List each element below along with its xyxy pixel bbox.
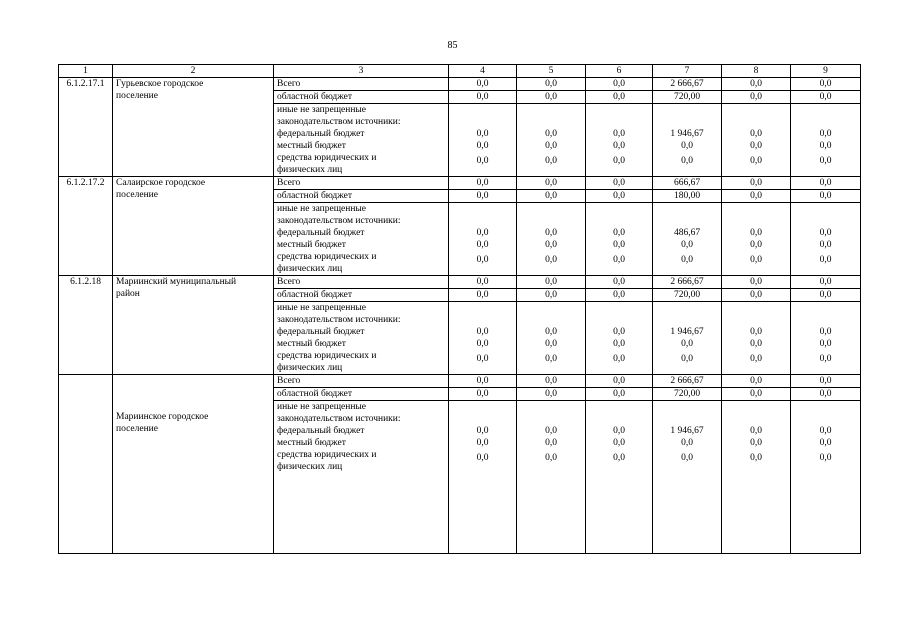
value-cell: 0,0 [449,177,517,190]
source-line: федеральный бюджет [277,327,365,337]
table-row [59,375,861,388]
value-legal: 0,0 [613,156,625,166]
value-cell: 720,00 [653,91,722,104]
source-total: Всего [274,276,449,289]
value-local: 0,0 [545,339,557,349]
value-federal: 0,0 [476,129,489,139]
source-line: физических лиц [277,264,343,274]
name-line: Гурьевское городское [116,79,204,89]
value-cell [722,401,791,554]
value-cell: 2 666,67 [653,276,722,289]
value-legal: 0,0 [819,354,832,364]
municipality-name [113,276,274,375]
value-cell: 2 666,67 [653,375,722,388]
value-federal: 0,0 [819,228,832,238]
value-cell [791,104,861,177]
value-cell [653,203,722,276]
source-line: федеральный бюджет [277,228,365,238]
source-total: Всего [274,177,449,190]
value-federal: 0,0 [545,327,557,337]
row-code: 6.1.2.17.1 [59,78,113,177]
value-cell [586,401,653,554]
value-cell: 0,0 [722,375,791,388]
value-legal: 0,0 [819,156,832,166]
source-line: законодательством источники: [277,216,401,226]
value-legal: 0,0 [613,255,625,265]
table-row [59,177,861,190]
value-local: 0,0 [819,339,832,349]
source-line: средства юридических и [277,351,377,361]
value-federal: 0,0 [613,327,625,337]
value-local: 0,0 [476,339,489,349]
value-local: 0,0 [613,240,625,250]
value-cell [517,401,586,554]
value-federal: 0,0 [545,129,557,139]
value-legal: 0,0 [545,354,557,364]
value-cell: 0,0 [791,388,861,401]
value-cell [449,302,517,375]
source-line: физических лиц [277,363,343,373]
value-cell: 0,0 [517,78,586,91]
value-local: 0,0 [545,240,557,250]
value-legal: 0,0 [681,255,693,265]
value-cell: 720,00 [653,289,722,302]
value-cell: 0,0 [449,78,517,91]
source-line: местный бюджет [277,240,346,250]
source-line: средства юридических и [277,252,377,262]
value-legal: 0,0 [750,156,762,166]
value-local: 0,0 [681,141,693,151]
source-other [274,302,449,375]
value-local: 0,0 [750,438,762,448]
source-line: местный бюджет [277,438,346,448]
value-cell [722,104,791,177]
value-cell: 0,0 [586,388,653,401]
source-line: средства юридических и [277,450,377,460]
value-federal: 0,0 [476,327,489,337]
value-cell: 0,0 [517,91,586,104]
value-cell: 0,0 [722,289,791,302]
source-line: федеральный бюджет [277,129,365,139]
source-regional: областной бюджет [274,91,449,104]
name-line: поселение [116,424,158,434]
value-legal: 0,0 [476,453,489,463]
source-regional: областной бюджет [274,190,449,203]
column-header: 3 [274,65,449,78]
source-regional: областной бюджет [274,289,449,302]
source-line: иные не запрещенные [277,402,367,412]
value-cell [586,104,653,177]
value-federal: 0,0 [545,228,557,238]
value-cell: 666,67 [653,177,722,190]
value-federal: 1 946,67 [670,327,704,337]
value-cell: 180,00 [653,190,722,203]
name-line: поселение [116,91,158,101]
value-cell: 0,0 [722,276,791,289]
value-cell: 0,0 [722,91,791,104]
source-line: иные не запрещенные [277,303,367,313]
value-federal: 0,0 [750,129,762,139]
source-line: физических лиц [277,165,343,175]
row-code: 6.1.2.18 [59,276,113,375]
value-cell: 0,0 [517,388,586,401]
value-legal: 0,0 [750,354,762,364]
table-row [59,276,861,289]
value-cell: 0,0 [586,190,653,203]
value-legal: 0,0 [476,354,489,364]
municipality-name [113,78,274,177]
value-cell [449,203,517,276]
value-cell [722,203,791,276]
source-line: иные не запрещенные [277,105,367,115]
column-header: 5 [517,65,586,78]
value-cell: 0,0 [791,190,861,203]
page-number: 85 [447,40,458,51]
value-cell [586,302,653,375]
value-local: 0,0 [750,339,762,349]
value-cell: 720,00 [653,388,722,401]
source-other [274,104,449,177]
value-federal: 0,0 [613,228,625,238]
source-line: федеральный бюджет [277,426,365,436]
value-cell: 0,0 [517,289,586,302]
value-cell: 0,0 [791,276,861,289]
value-cell [653,401,722,554]
source-other [274,401,449,554]
municipality-name [113,375,274,554]
value-cell: 0,0 [449,375,517,388]
source-line: средства юридических и [277,153,377,163]
municipality-name [113,177,274,276]
value-cell: 0,0 [517,190,586,203]
column-header: 4 [449,65,517,78]
row-code [59,375,113,554]
value-local: 0,0 [750,141,762,151]
source-other [274,203,449,276]
value-cell: 0,0 [449,190,517,203]
value-local: 0,0 [613,339,625,349]
column-header: 8 [722,65,791,78]
name-line: поселение [116,190,158,200]
value-federal: 0,0 [545,426,557,436]
value-cell: 0,0 [791,177,861,190]
value-legal: 0,0 [476,156,489,166]
value-cell: 0,0 [791,289,861,302]
value-federal: 0,0 [476,426,489,436]
value-cell [517,203,586,276]
name-line: Мариинское городское [116,412,209,422]
column-header: 2 [113,65,274,78]
value-federal: 0,0 [750,228,762,238]
value-cell [653,302,722,375]
name-line: Мариинский муниципальный [116,277,237,287]
source-line: местный бюджет [277,339,346,349]
value-legal: 0,0 [681,354,693,364]
value-cell [791,302,861,375]
value-cell: 0,0 [791,78,861,91]
value-cell [586,203,653,276]
value-legal: 0,0 [545,453,557,463]
source-line: законодательством источники: [277,315,401,325]
value-cell: 0,0 [586,289,653,302]
value-cell: 0,0 [586,177,653,190]
value-cell: 0,0 [791,91,861,104]
value-local: 0,0 [681,240,693,250]
value-local: 0,0 [750,240,762,250]
value-cell: 0,0 [449,289,517,302]
value-cell: 0,0 [586,78,653,91]
column-header: 1 [59,65,113,78]
value-cell [722,302,791,375]
value-legal: 0,0 [819,453,832,463]
value-federal: 0,0 [750,327,762,337]
value-cell: 2 666,67 [653,78,722,91]
value-local: 0,0 [819,240,832,250]
value-cell [449,401,517,554]
value-cell: 0,0 [517,375,586,388]
value-cell [653,104,722,177]
value-legal: 0,0 [681,156,693,166]
value-cell: 0,0 [586,375,653,388]
value-legal: 0,0 [681,453,693,463]
value-legal: 0,0 [545,255,557,265]
source-line: законодательством источники: [277,117,401,127]
source-regional: областной бюджет [274,388,449,401]
budget-table [58,64,861,554]
value-cell: 0,0 [722,388,791,401]
value-cell [517,302,586,375]
source-line: иные не запрещенные [277,204,367,214]
value-cell: 0,0 [791,375,861,388]
value-local: 0,0 [819,141,832,151]
value-legal: 0,0 [750,255,762,265]
value-legal: 0,0 [545,156,557,166]
value-cell: 0,0 [517,177,586,190]
value-cell: 0,0 [722,190,791,203]
value-local: 0,0 [545,141,557,151]
value-cell [517,104,586,177]
value-federal: 0,0 [750,426,762,436]
value-cell: 0,0 [586,91,653,104]
value-local: 0,0 [819,438,832,448]
source-line: физических лиц [277,462,343,472]
source-total: Всего [274,78,449,91]
value-local: 0,0 [545,438,557,448]
name-line: район [116,289,140,299]
value-cell: 0,0 [449,276,517,289]
header-row [59,65,861,78]
column-header: 7 [653,65,722,78]
value-cell [791,401,861,554]
value-cell: 0,0 [449,388,517,401]
value-legal: 0,0 [819,255,832,265]
value-cell: 0,0 [449,91,517,104]
row-code: 6.1.2.17.2 [59,177,113,276]
value-local: 0,0 [613,438,625,448]
value-cell: 0,0 [517,276,586,289]
source-line: законодательством источники: [277,414,401,424]
value-cell [449,104,517,177]
value-federal: 0,0 [819,426,832,436]
value-cell: 0,0 [722,177,791,190]
value-legal: 0,0 [613,354,625,364]
value-federal: 486,67 [673,228,701,238]
value-local: 0,0 [613,141,625,151]
value-legal: 0,0 [613,453,625,463]
value-federal: 1 946,67 [670,129,704,139]
value-federal: 1 946,67 [670,426,704,436]
value-federal: 0,0 [476,228,489,238]
value-cell: 0,0 [722,78,791,91]
column-header: 6 [586,65,653,78]
value-federal: 0,0 [819,129,832,139]
value-local: 0,0 [476,141,489,151]
value-local: 0,0 [476,240,489,250]
value-federal: 0,0 [613,129,625,139]
value-local: 0,0 [681,339,693,349]
value-local: 0,0 [476,438,489,448]
source-total: Всего [274,375,449,388]
value-legal: 0,0 [476,255,489,265]
value-federal: 0,0 [613,426,625,436]
source-line: местный бюджет [277,141,346,151]
value-cell: 0,0 [586,276,653,289]
value-local: 0,0 [681,438,693,448]
value-federal: 0,0 [819,327,832,337]
value-cell [791,203,861,276]
value-legal: 0,0 [750,453,762,463]
column-header: 9 [791,65,861,78]
name-line: Салаирское городское [116,178,206,188]
table-row [59,78,861,91]
